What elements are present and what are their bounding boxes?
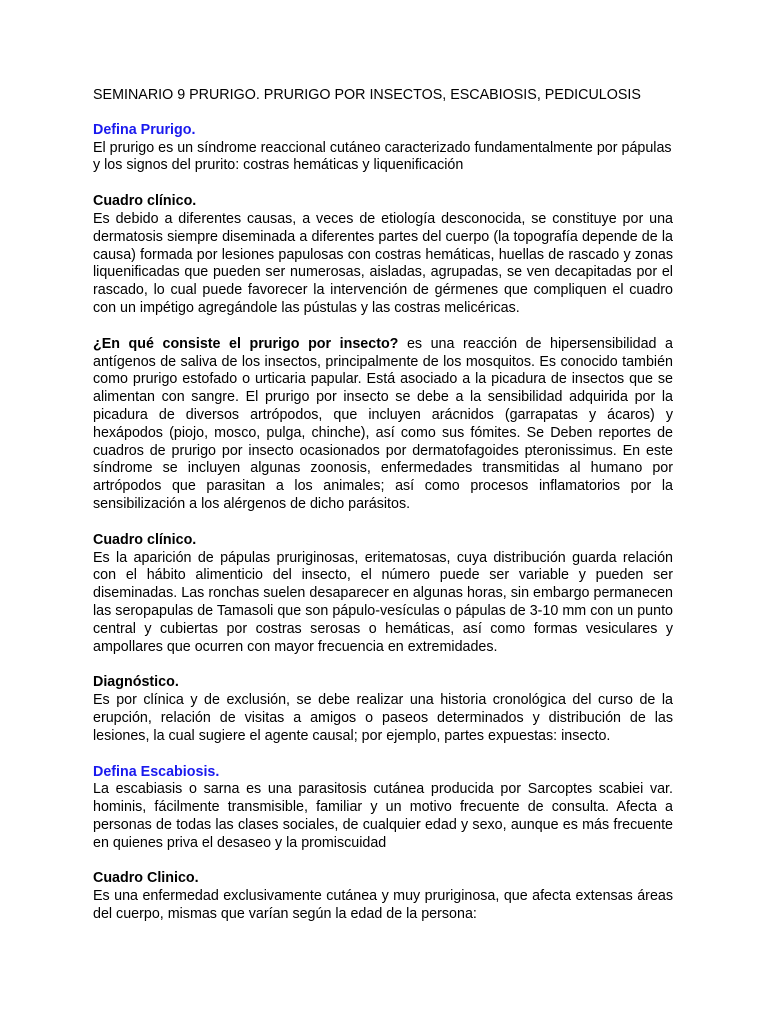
section-heading: Cuadro clínico. [93,193,197,210]
section-text: Es una enfermedad exclusivamente cutánea y muy pruriginosa, que afecta extensas áreas del cuerpo, mismas que varían según la edad de la persona: [93,888,673,923]
section-heading: Cuadro clínico. [93,531,197,548]
section-cuadro-clinico-prurigo [93,193,673,318]
section-heading: Cuadro Clinico. [93,870,199,887]
document-body [93,87,673,942]
section-defina-prurigo [93,122,673,175]
section-heading: ¿En qué consiste el prurigo por insecto? [93,335,399,352]
section-cuadro-clinico-insecto [93,532,673,657]
section-defina-escabiosis [93,764,673,853]
section-text: La escabiasis o sarna es una parasitosis cutánea producida por Sarcoptes scabiei var. hominis, fácilmente transmisible, familiar y un motivo frecuente de consulta. Afecta a personas de todas las clases sociales, de cualquier edad y sexo, aunque es más frecuente en quienes priva el desaseo y la promiscuidad [93,781,673,851]
document-title: SEMINARIO 9 PRURIGO. PRURIGO POR INSECTOS, ESCABIOSIS, PEDICULOSIS [93,87,641,103]
section-cuadro-clinico-escabiosis [93,870,673,923]
section-text: Es la aparición de pápulas pruriginosas, eritematosas, cuya distribución guarda relación con el hábito alimenticio del insecto, el número puede ser variable y pueden ser diseminadas. Las ronchas suelen desaparecer en algunas horas, sin embargo permanecen las seropapulas de Tamasoli que son pápulo-vesículas o pápulas de 3-10 mm con un punto central y cubiertas por costras serosas o hemáticas, así como formas vesiculares y ampollares que ocurren con mayor frecuencia en extremidades. [93,549,673,655]
section-heading: Defina Escabiosis. [93,763,220,780]
section-heading: Defina Prurigo. [93,121,196,138]
section-text: El prurigo es un síndrome reaccional cutáneo caracterizado fundamentalmente por pápulas y los signos del prurito: costras hemáticas y liquenificación [93,139,672,174]
section-text: Es por clínica y de exclusión, se debe realizar una historia cronológica del curso de la erupción, relación de visitas a amigos o paseos determinados y distribución de las lesiones, la cual sugiere el agente causal; por ejemplo, partes expuestas: insecto. [93,692,673,744]
section-text: es una reacción de hipersensibilidad a antígenos de saliva de los insectos, principalmente de los mosquitos. Es conocido también como prurigo estofado o urticaria papular. Está asociado a la picadura de insectos que se alimentan con sangre. El prurigo por insecto se debe a la sensibilidad adquirida por la picadura de diversos artrópodos, que incluyen arácnidos (garrapatas y ácaros) y hexápodos (piojo, mosco, pulga, chinche), así como sus fómites. Se Deben reportes de cuadros de prurigo por insecto ocasionados por dermatofagoides pteronissimus. En este síndrome se incluyen algunas zoonosis, enfermedades transmitidas al humano por artrópodos que parasitan a los animales; así como procesos inflamatorios por la sensibilización a los alérgenos de dicho parásitos. [93,335,673,512]
section-heading: Diagnóstico. [93,674,179,691]
section-diagnostico [93,674,673,745]
section-prurigo-por-insecto [93,336,673,514]
section-text: Es debido a diferentes causas, a veces de etiología desconocida, se constituye por una dermatosis siempre diseminada a diferentes partes del cuerpo (la topografía depende de la causa) formada por lesiones papulosas con costras hemáticas, huellas de rascado y zonas liquenificadas que pueden ser numerosas, aisladas, agrupadas, se ven decapitadas por el rascado, lo cual puede favorecer la intervención de gérmenes que compliquen el cuadro con un impétigo agregándole las pústulas y las costras melicéricas. [93,210,673,316]
section-paragraph [93,336,673,514]
